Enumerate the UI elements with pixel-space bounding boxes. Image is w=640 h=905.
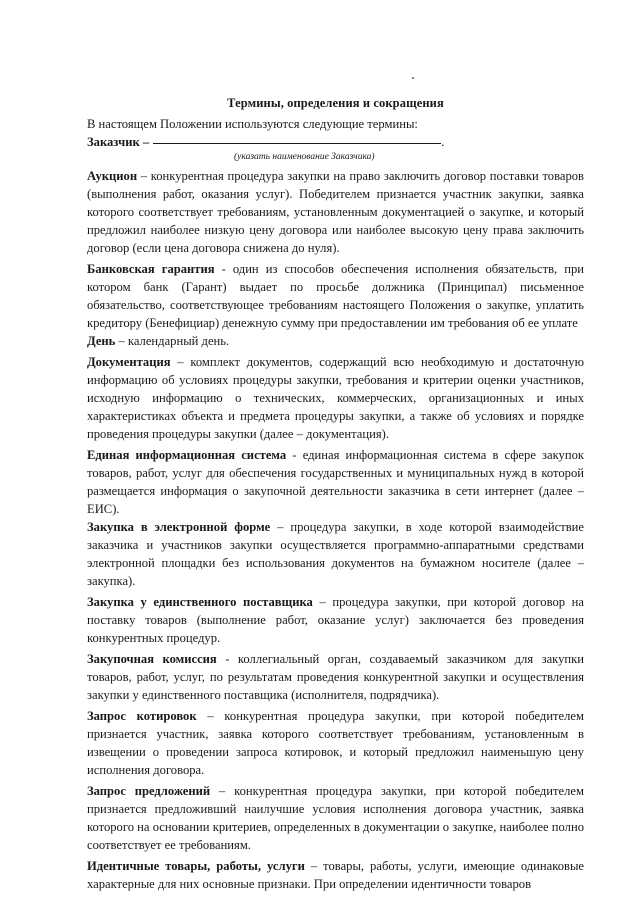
- definition-text: – товары, работы, услуги, имеющие одинаковые характерные для них основные признаки. При определении идентичности товаров: [87, 859, 585, 891]
- term: Идентичные товары, работы, услуги: [87, 859, 305, 873]
- definition-text: – конкурентная процедура закупки, при которой победителем признается участник, заявка которого соответствует требованиям, установленным в извещении о проведении запроса котировок, и который предложил наименьшую цену исполнения договора.: [87, 709, 584, 777]
- customer-field-row: [87, 133, 584, 151]
- definition-auction: [87, 167, 584, 257]
- definition-text: – комплект документов, содержащий всю необходимую и достаточную информацию об условиях процедуры закупки, требования и критерии оценки участников, исходную информацию о технических, коммерческих, организационных и иных характеристиках объекта и предмета процедуры закупки, а также об условиях и порядке проведения процедуры закупки (далее – документация).: [87, 355, 584, 441]
- term: Запрос предложений: [87, 784, 211, 798]
- customer-blank-end: .: [441, 135, 445, 149]
- definition-bank-guarantee: [87, 260, 584, 332]
- term: День: [87, 334, 116, 348]
- definitions-list: [87, 167, 584, 893]
- term: Закупочная комиссия: [87, 652, 217, 666]
- term: Банковская гарантия: [87, 262, 215, 276]
- definition-request-for-proposals: [87, 782, 584, 854]
- definition-procurement-commission: [87, 650, 584, 704]
- term: Единая информационная система: [87, 448, 287, 462]
- definition-request-for-quotes: [87, 707, 584, 779]
- definition-identical-goods: [87, 857, 584, 893]
- definition-text: – процедура закупки, при которой договор на поставку товаров (выполнение работ, оказание услуг) заключается без проведения конкурентных процедур.: [87, 595, 584, 645]
- intro-text: В настоящем Положении используются следующие термины:: [87, 117, 418, 131]
- customer-blank-line: [153, 143, 441, 144]
- definition-single-supplier: [87, 593, 584, 647]
- definition-text: - единая информационная система в сфере закупок товаров, работ, услуг для обеспечения государственных и муниципальных нужд в которой размещается информация о закупочной деятельности заказчика в сети интернет (далее – ЕИС).: [87, 448, 584, 516]
- term: Аукцион: [87, 169, 138, 183]
- scan-speck: [412, 77, 414, 79]
- definition-text: - один из способов обеспечения исполнения обязательств, при котором банк (Гарант) выдает по просьбе должника (Принципал) письменное обязательство, соответствующее требованиям настоящего Положения о закупке, уплатить кредитору (Бенефициар) денежную сумму при предоставлении им требования об ее уплате: [87, 262, 584, 330]
- definition-text: – конкурентная процедура закупки на право заключить договор поставки товаров (выполнения работ, оказания услуг). Победителем признается участник закупки, заявка которого соответствует требованиям, установленным документацией о закупке, и который предложил наиболее низкую цену договора или наиболее высокую цену права заключить договор (если цена договора снижена до нуля).: [87, 169, 584, 255]
- definition-text: – календарный день.: [115, 334, 230, 348]
- definition-documentation: [87, 353, 584, 443]
- definition-unified-info-system: [87, 446, 584, 518]
- customer-label: Заказчик –: [87, 135, 150, 149]
- section-title: Термины, определения и сокращения: [227, 96, 444, 110]
- term: Документация: [87, 355, 171, 369]
- definition-day: [87, 332, 584, 350]
- term: Запрос котировок: [87, 709, 197, 723]
- definition-text: - коллегиальный орган, создаваемый заказчиком для закупки товаров, работ, услуг, по результатам проведения конкурентной закупки и осуществления закупки у единственного поставщика (исполнителя, подрядчика).: [87, 652, 584, 702]
- definition-electronic-procurement: [87, 518, 584, 590]
- definition-text: – процедура закупки, в ходе которой взаимодействие заказчика и участников закупки осуществляется программно-аппаратными средствами электронной площадки без использования документов на бумажном носителе (далее – закупка).: [87, 520, 584, 588]
- term: Закупка в электронной форме: [87, 520, 271, 534]
- customer-hint: (указать наименование Заказчика): [234, 152, 375, 162]
- definition-text: – конкурентная процедура закупки, при которой победителем признается предложивший наилучшие условия исполнения договора участник, заявка которого на основании критериев, определенных в документации о закупке, наиболее полно соответствует ее требованиям.: [87, 784, 584, 852]
- term: Закупка у единственного поставщика: [87, 595, 313, 609]
